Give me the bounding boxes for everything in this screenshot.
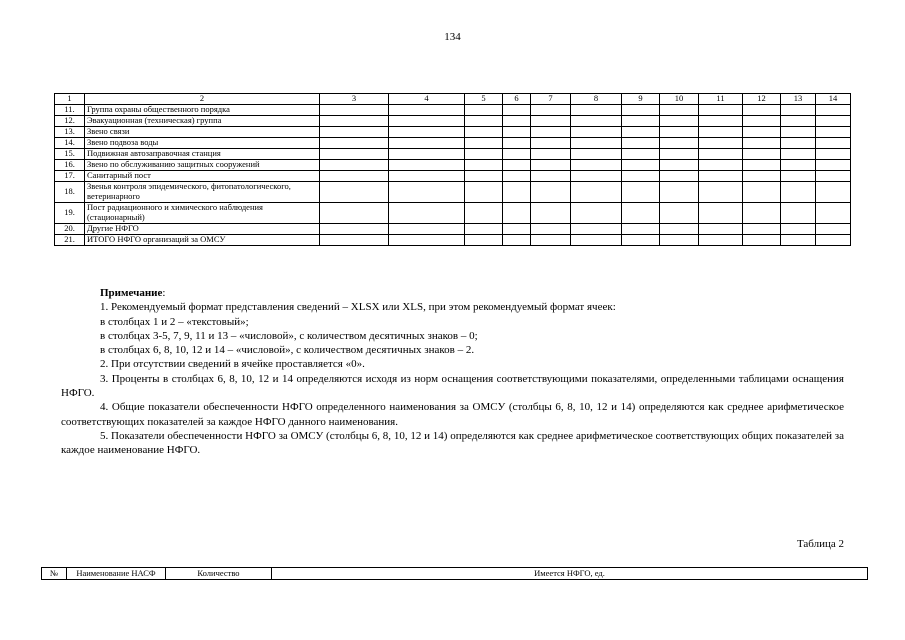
empty-data-cell xyxy=(389,181,465,202)
note-item: в столбцах 3-5, 7, 9, 11 и 13 – «числовой», с количеством десятичных знаков – 0; xyxy=(100,329,478,342)
empty-data-cell xyxy=(660,104,699,115)
empty-data-cell xyxy=(622,223,660,234)
empty-data-cell xyxy=(389,170,465,181)
column-number-cell: 4 xyxy=(389,94,465,105)
empty-data-cell xyxy=(503,126,531,137)
row-number-cell: 11. xyxy=(55,104,85,115)
empty-data-cell xyxy=(781,170,816,181)
row-number-cell: 19. xyxy=(55,202,85,223)
empty-data-cell xyxy=(320,159,389,170)
empty-data-cell xyxy=(389,223,465,234)
empty-data-cell xyxy=(699,223,743,234)
empty-data-cell xyxy=(781,126,816,137)
empty-data-cell xyxy=(531,170,571,181)
empty-data-cell xyxy=(503,223,531,234)
row-name-cell: Санитарный пост xyxy=(85,170,320,181)
empty-data-cell xyxy=(743,181,781,202)
empty-data-cell xyxy=(743,223,781,234)
note-item: 5. Показатели обеспеченности НФГО за ОМСУ (столбцы 6, 8, 10, 12 и 14) определяются как среднее арифметическое соответствующих общих показателей за каждое наименование НФГО. xyxy=(61,429,844,457)
empty-data-cell xyxy=(816,159,851,170)
empty-data-cell xyxy=(781,202,816,223)
empty-data-cell xyxy=(320,104,389,115)
empty-data-cell xyxy=(781,234,816,245)
empty-data-cell xyxy=(816,148,851,159)
empty-data-cell xyxy=(743,202,781,223)
empty-data-cell xyxy=(320,170,389,181)
empty-data-cell xyxy=(465,159,503,170)
empty-data-cell xyxy=(660,126,699,137)
notes-title: Примечание xyxy=(100,287,163,299)
table-row xyxy=(55,148,851,159)
column-number-cell: 6 xyxy=(503,94,531,105)
empty-data-cell xyxy=(622,181,660,202)
empty-data-cell xyxy=(781,148,816,159)
empty-data-cell xyxy=(660,181,699,202)
empty-data-cell xyxy=(320,137,389,148)
empty-data-cell xyxy=(531,115,571,126)
empty-data-cell xyxy=(816,104,851,115)
column-number-cell: 14 xyxy=(816,94,851,105)
empty-data-cell xyxy=(571,159,622,170)
table-row xyxy=(55,223,851,234)
empty-data-cell xyxy=(781,115,816,126)
row-name-cell: Группа охраны общественного порядка xyxy=(85,104,320,115)
empty-data-cell xyxy=(465,181,503,202)
column-number-cell: 9 xyxy=(622,94,660,105)
empty-data-cell xyxy=(320,126,389,137)
empty-data-cell xyxy=(571,223,622,234)
row-name-cell: Звенья контроля эпидемического, фитопатологического, ветеринарного xyxy=(85,181,320,202)
empty-data-cell xyxy=(571,137,622,148)
empty-data-cell xyxy=(531,234,571,245)
empty-data-cell xyxy=(660,148,699,159)
empty-data-cell xyxy=(622,202,660,223)
empty-data-cell xyxy=(660,202,699,223)
empty-data-cell xyxy=(389,159,465,170)
empty-data-cell xyxy=(781,104,816,115)
empty-data-cell xyxy=(320,115,389,126)
row-name-cell: Пост радиационного и химического наблюдения (стационарный) xyxy=(85,202,320,223)
table-header-row xyxy=(55,94,851,105)
empty-data-cell xyxy=(660,170,699,181)
empty-data-cell xyxy=(699,137,743,148)
empty-data-cell xyxy=(622,137,660,148)
empty-data-cell xyxy=(622,159,660,170)
empty-data-cell xyxy=(465,126,503,137)
empty-data-cell xyxy=(660,234,699,245)
row-number-cell: 20. xyxy=(55,223,85,234)
empty-data-cell xyxy=(816,170,851,181)
empty-data-cell xyxy=(816,137,851,148)
notes-title-suffix: : xyxy=(162,287,166,299)
column-number-cell: 12 xyxy=(743,94,781,105)
empty-data-cell xyxy=(503,137,531,148)
empty-data-cell xyxy=(781,181,816,202)
notes-section xyxy=(61,286,844,458)
empty-data-cell xyxy=(743,234,781,245)
empty-data-cell xyxy=(465,170,503,181)
row-number-cell: 16. xyxy=(55,159,85,170)
empty-data-cell xyxy=(389,104,465,115)
column-number-cell: 3 xyxy=(320,94,389,105)
empty-data-cell xyxy=(465,148,503,159)
empty-data-cell xyxy=(465,104,503,115)
empty-data-cell xyxy=(622,104,660,115)
table2-header-cell: Количество xyxy=(166,568,272,580)
empty-data-cell xyxy=(699,115,743,126)
note-item: 3. Проценты в столбцах 6, 8, 10, 12 и 14 определяются исходя из норм оснащения соответствующими показателями, определенными таблицами оснащения НФГО. xyxy=(61,372,844,400)
empty-data-cell xyxy=(571,202,622,223)
table-row xyxy=(55,202,851,223)
empty-data-cell xyxy=(531,148,571,159)
empty-data-cell xyxy=(781,223,816,234)
empty-data-cell xyxy=(503,170,531,181)
column-number-cell: 11 xyxy=(699,94,743,105)
empty-data-cell xyxy=(660,223,699,234)
empty-data-cell xyxy=(699,148,743,159)
note-item: 2. При отсутствии сведений в ячейке проставляется «0». xyxy=(100,358,365,371)
empty-data-cell xyxy=(816,223,851,234)
table-row xyxy=(55,137,851,148)
row-number-cell: 17. xyxy=(55,170,85,181)
column-number-cell: 1 xyxy=(55,94,85,105)
empty-data-cell xyxy=(816,126,851,137)
empty-data-cell xyxy=(531,104,571,115)
empty-data-cell xyxy=(320,202,389,223)
empty-data-cell xyxy=(816,181,851,202)
empty-data-cell xyxy=(660,137,699,148)
empty-data-cell xyxy=(743,126,781,137)
empty-data-cell xyxy=(743,148,781,159)
table-row xyxy=(55,234,851,245)
empty-data-cell xyxy=(320,223,389,234)
empty-data-cell xyxy=(320,181,389,202)
empty-data-cell xyxy=(503,181,531,202)
empty-data-cell xyxy=(531,223,571,234)
empty-data-cell xyxy=(699,234,743,245)
row-number-cell: 15. xyxy=(55,148,85,159)
empty-data-cell xyxy=(781,159,816,170)
empty-data-cell xyxy=(699,181,743,202)
empty-data-cell xyxy=(531,126,571,137)
empty-data-cell xyxy=(816,234,851,245)
empty-data-cell xyxy=(389,115,465,126)
empty-data-cell xyxy=(699,159,743,170)
empty-data-cell xyxy=(816,115,851,126)
column-number-cell: 2 xyxy=(85,94,320,105)
empty-data-cell xyxy=(531,137,571,148)
empty-data-cell xyxy=(660,115,699,126)
empty-data-cell xyxy=(699,104,743,115)
empty-data-cell xyxy=(320,234,389,245)
empty-data-cell xyxy=(531,181,571,202)
empty-data-cell xyxy=(503,104,531,115)
table-row xyxy=(55,115,851,126)
empty-data-cell xyxy=(622,148,660,159)
empty-data-cell xyxy=(743,115,781,126)
row-number-cell: 13. xyxy=(55,126,85,137)
empty-data-cell xyxy=(571,181,622,202)
empty-data-cell xyxy=(389,234,465,245)
table2-caption: Таблица 2 xyxy=(796,538,844,550)
row-name-cell: Подвижная автозаправочная станция xyxy=(85,148,320,159)
empty-data-cell xyxy=(660,159,699,170)
empty-data-cell xyxy=(389,137,465,148)
column-number-cell: 7 xyxy=(531,94,571,105)
empty-data-cell xyxy=(571,115,622,126)
empty-data-cell xyxy=(503,115,531,126)
empty-data-cell xyxy=(622,234,660,245)
empty-data-cell xyxy=(389,202,465,223)
empty-data-cell xyxy=(571,126,622,137)
nasf-table xyxy=(41,567,868,580)
empty-data-cell xyxy=(699,202,743,223)
column-number-cell: 10 xyxy=(660,94,699,105)
empty-data-cell xyxy=(571,148,622,159)
empty-data-cell xyxy=(699,170,743,181)
empty-data-cell xyxy=(531,159,571,170)
table2-header-cell: Имеется НФГО, ед. xyxy=(272,568,868,580)
empty-data-cell xyxy=(743,159,781,170)
note-item: 1. Рекомендуемый формат представления сведений – XLSX или XLS, при этом рекомендуемый формат ячеек: xyxy=(100,301,616,314)
table-row xyxy=(55,104,851,115)
row-number-cell: 21. xyxy=(55,234,85,245)
row-number-cell: 14. xyxy=(55,137,85,148)
empty-data-cell xyxy=(622,170,660,181)
empty-data-cell xyxy=(503,148,531,159)
table2-header-cell: Наименование НАСФ xyxy=(67,568,166,580)
empty-data-cell xyxy=(465,115,503,126)
empty-data-cell xyxy=(571,104,622,115)
empty-data-cell xyxy=(622,126,660,137)
row-name-cell: Эвакуационная (техническая) группа xyxy=(85,115,320,126)
column-number-cell: 5 xyxy=(465,94,503,105)
empty-data-cell xyxy=(531,202,571,223)
empty-data-cell xyxy=(389,148,465,159)
row-name-cell: Звено подвоза воды xyxy=(85,137,320,148)
table-row xyxy=(55,181,851,202)
row-name-cell: ИТОГО НФГО организаций за ОМСУ xyxy=(85,234,320,245)
row-name-cell: Другие НФГО xyxy=(85,223,320,234)
row-name-cell: Звено по обслуживанию защитных сооружений xyxy=(85,159,320,170)
empty-data-cell xyxy=(465,223,503,234)
page-number: 134 xyxy=(444,31,461,43)
row-name-cell: Звено связи xyxy=(85,126,320,137)
empty-data-cell xyxy=(465,202,503,223)
empty-data-cell xyxy=(320,148,389,159)
empty-data-cell xyxy=(465,137,503,148)
empty-data-cell xyxy=(622,115,660,126)
empty-data-cell xyxy=(781,137,816,148)
empty-data-cell xyxy=(465,234,503,245)
empty-data-cell xyxy=(503,234,531,245)
nfgo-table xyxy=(54,93,851,246)
empty-data-cell xyxy=(503,159,531,170)
row-number-cell: 18. xyxy=(55,181,85,202)
empty-data-cell xyxy=(503,202,531,223)
row-number-cell: 12. xyxy=(55,115,85,126)
empty-data-cell xyxy=(699,126,743,137)
note-item: в столбцах 1 и 2 – «текстовый»; xyxy=(100,315,249,328)
column-number-cell: 13 xyxy=(781,94,816,105)
empty-data-cell xyxy=(389,126,465,137)
empty-data-cell xyxy=(571,234,622,245)
table2-header-cell: № xyxy=(42,568,67,580)
empty-data-cell xyxy=(743,137,781,148)
table-row xyxy=(55,159,851,170)
note-item: 4. Общие показатели обеспеченности НФГО определенного наименования за ОМСУ (столбцы 6, 8, 10, 12 и 14) определяются как среднее арифметическое соответствующих показателей за каждое НФГО данного наименования. xyxy=(61,401,844,428)
empty-data-cell xyxy=(571,170,622,181)
table-row xyxy=(55,170,851,181)
column-number-cell: 8 xyxy=(571,94,622,105)
empty-data-cell xyxy=(743,104,781,115)
empty-data-cell xyxy=(743,170,781,181)
note-item: в столбцах 6, 8, 10, 12 и 14 – «числовой», с количеством десятичных знаков – 2. xyxy=(100,344,475,357)
empty-data-cell xyxy=(816,202,851,223)
table-row xyxy=(55,126,851,137)
